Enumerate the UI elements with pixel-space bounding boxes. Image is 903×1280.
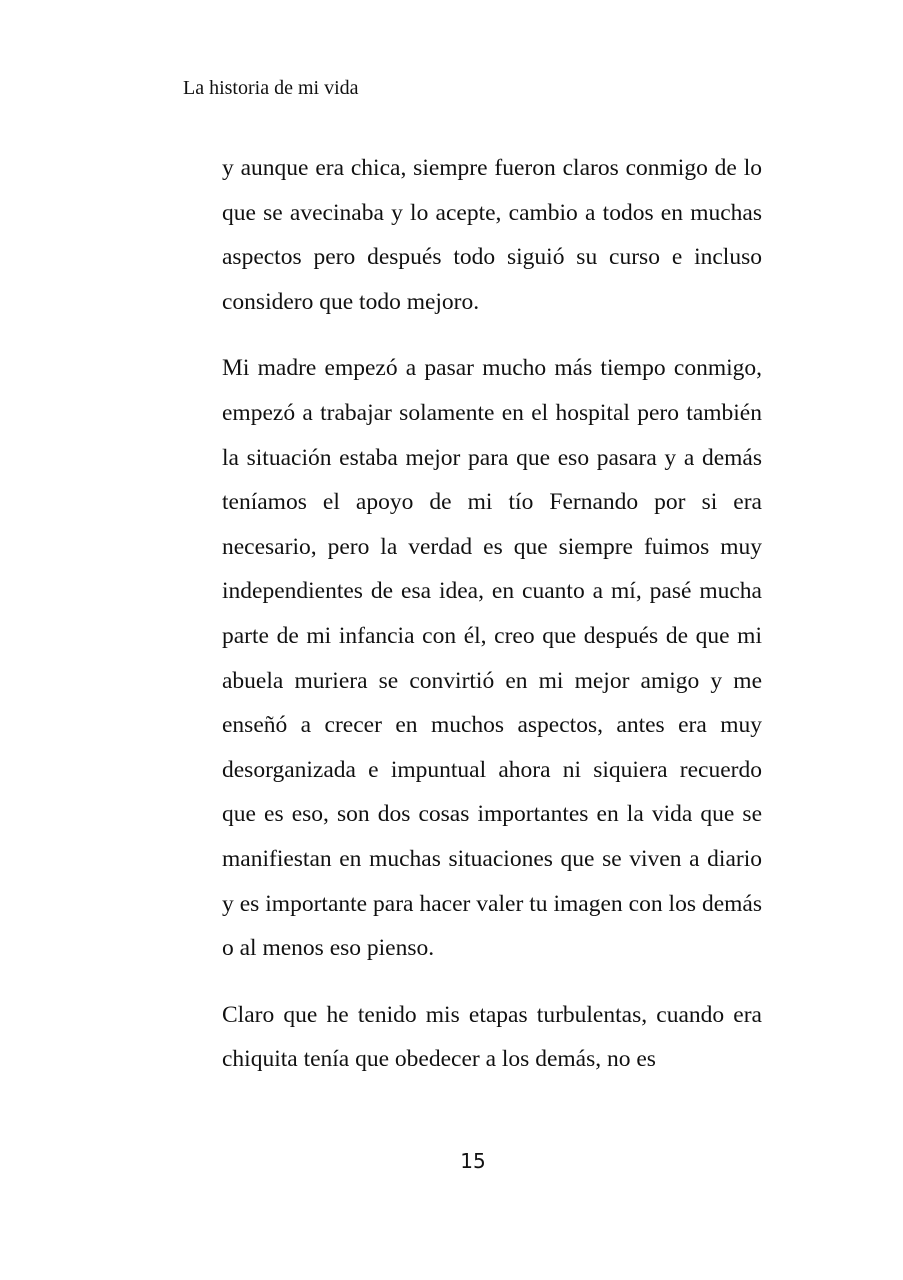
paragraph-2: Mi madre empezó a pasar mucho más tiempo conmigo, empezó a trabajar solamente en el hospital pero también la situación estaba mejor para que eso pasara y a demás teníamos el apoyo de mi tío Fernando por si era necesario, pero la verdad es que siempre fuimos muy independientes de esa idea, en cuanto a mí, pasé mucha parte de mi infancia con él, creo que después de que mi abuela muriera se convirtió en mi mejor amigo y me enseñó a crecer en muchos aspectos, antes era muy desorganizada e impuntual ahora ni siquiera recuerdo que es eso, son dos cosas importantes en la vida que se manifiestan en muchas situaciones que se viven a diario y es importante para hacer valer tu imagen con los demás o al menos eso pienso.	[222, 355, 762, 962]
body-text	[222, 146, 762, 1104]
running-header-title: La historia de mi vida	[183, 77, 359, 99]
paragraph-1: y aunque era chica, siempre fueron claros conmigo de lo que se avecinaba y lo acepte, cambio a todos en muchas aspectos pero después todo siguió su curso e incluso considero que todo mejoro.	[222, 155, 762, 315]
paragraph-3: Claro que he tenido mis etapas turbulentas, cuando era chiquita tenía que obedecer a los demás, no es	[222, 1001, 762, 1073]
page-number: 15	[460, 1149, 486, 1173]
